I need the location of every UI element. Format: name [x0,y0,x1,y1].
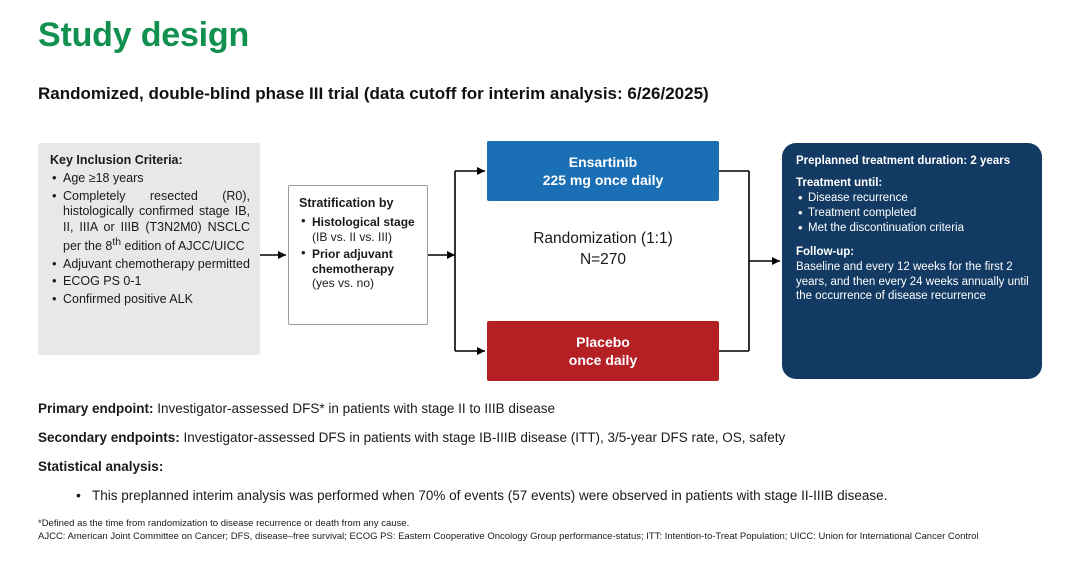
list-item: • Met the discontinuation criteria [796,221,1030,236]
randomization-n: N=270 [579,251,627,268]
treatment-until-heading: Treatment until: [796,177,883,189]
list-item: • Disease recurrence [796,191,1030,206]
randomization-label [487,228,719,270]
followup-heading: Follow-up: [796,246,855,258]
list-item: • Confirmed positive ALK [50,292,250,308]
page-title: Study design [38,16,250,54]
followup-text: Baseline and every 12 weeks for the first 2 years, and then every 24 weeks annually until the occurrence of disease recurrence [796,261,1029,302]
list-item: • ECOG PS 0-1 [50,274,250,290]
list-item: • Adjuvant chemotherapy permitted [50,257,250,273]
list-item: • Treatment completed [796,206,1030,221]
secondary-endpoint-line [38,429,1048,447]
inclusion-criteria-list [50,171,250,307]
inclusion-item-3-pre: Completely resected (R0), histologically confirmed stage IB, II, IIIA or IIIB (T3N2M0) NSCLC per the 8 [63,188,250,254]
statistical-analysis-line [38,458,1048,476]
stratification-item-0-bold: Histological stage [312,215,415,229]
endpoints-section [38,400,1048,505]
list-item: • Age ≥18 years [50,171,250,187]
secondary-endpoint-text: Investigator-assessed DFS in patients with stage IB-IIIB disease (ITT), 3/5-year DFS rate, OS, safety [179,430,786,445]
list-item [299,247,419,291]
treatment-arm-placebo [487,321,719,381]
inclusion-item-3-post: edition of AJCC/UICC [121,239,245,254]
primary-endpoint-label: Primary endpoint: [38,401,154,416]
randomization-ratio: Randomization (1:1) [533,230,673,247]
page-subtitle: Randomized, double-blind phase III trial (data cutoff for interim analysis: 6/26/2025) [38,84,709,103]
statistical-analysis-bullet: • This preplanned interim analysis was performed when 70% of events (57 events) were observed in patients with stage II-IIIB disease. [76,487,1048,505]
arm-ensartinib-dose: 225 mg once daily [542,172,664,188]
treatment-duration-heading: Preplanned treatment duration: 2 years [796,155,1011,167]
inclusion-criteria-box [38,143,260,355]
arm-ensartinib-name: Ensartinib [568,154,638,170]
footnote-line-2: AJCC: American Joint Committee on Cancer; DFS, disease–free survival; ECOG PS: Eastern Cooperative Oncology Group performance-status; ITT: Intention-to-Treat Population; UICC: Union for International Cancer Control [38,530,979,542]
stratification-box [288,185,428,325]
primary-endpoint-text: Investigator-assessed DFS* in patients with stage II to IIIB disease [153,401,555,416]
stratification-item-0-rest: (IB vs. II vs. III) [312,229,393,244]
stratification-item-1-rest: (yes vs. no) [312,276,375,290]
list-item [299,215,419,244]
spacer [796,236,1030,246]
treatment-duration-box [782,143,1042,379]
footnotes [38,518,1048,543]
stratification-heading: Stratification by [299,196,394,210]
list-item [50,189,250,255]
secondary-endpoint-label: Secondary endpoints: [38,430,180,445]
stratification-list [299,215,419,291]
stratification-item-1-bold: Prior adjuvant chemotherapy [312,247,395,276]
arm-placebo-dose: once daily [568,352,638,368]
footnote-line-1: *Defined as the time from randomization to disease recurrence or death from any cause. [38,518,410,529]
arm-placebo-name: Placebo [576,334,630,350]
inclusion-criteria-heading: Key Inclusion Criteria: [50,153,183,167]
statistical-analysis-label: Statistical analysis: [38,459,164,474]
treatment-arm-ensartinib [487,141,719,201]
primary-endpoint-line [38,400,1048,418]
treatment-until-list [796,191,1030,236]
inclusion-item-3-sup: th [112,237,122,248]
